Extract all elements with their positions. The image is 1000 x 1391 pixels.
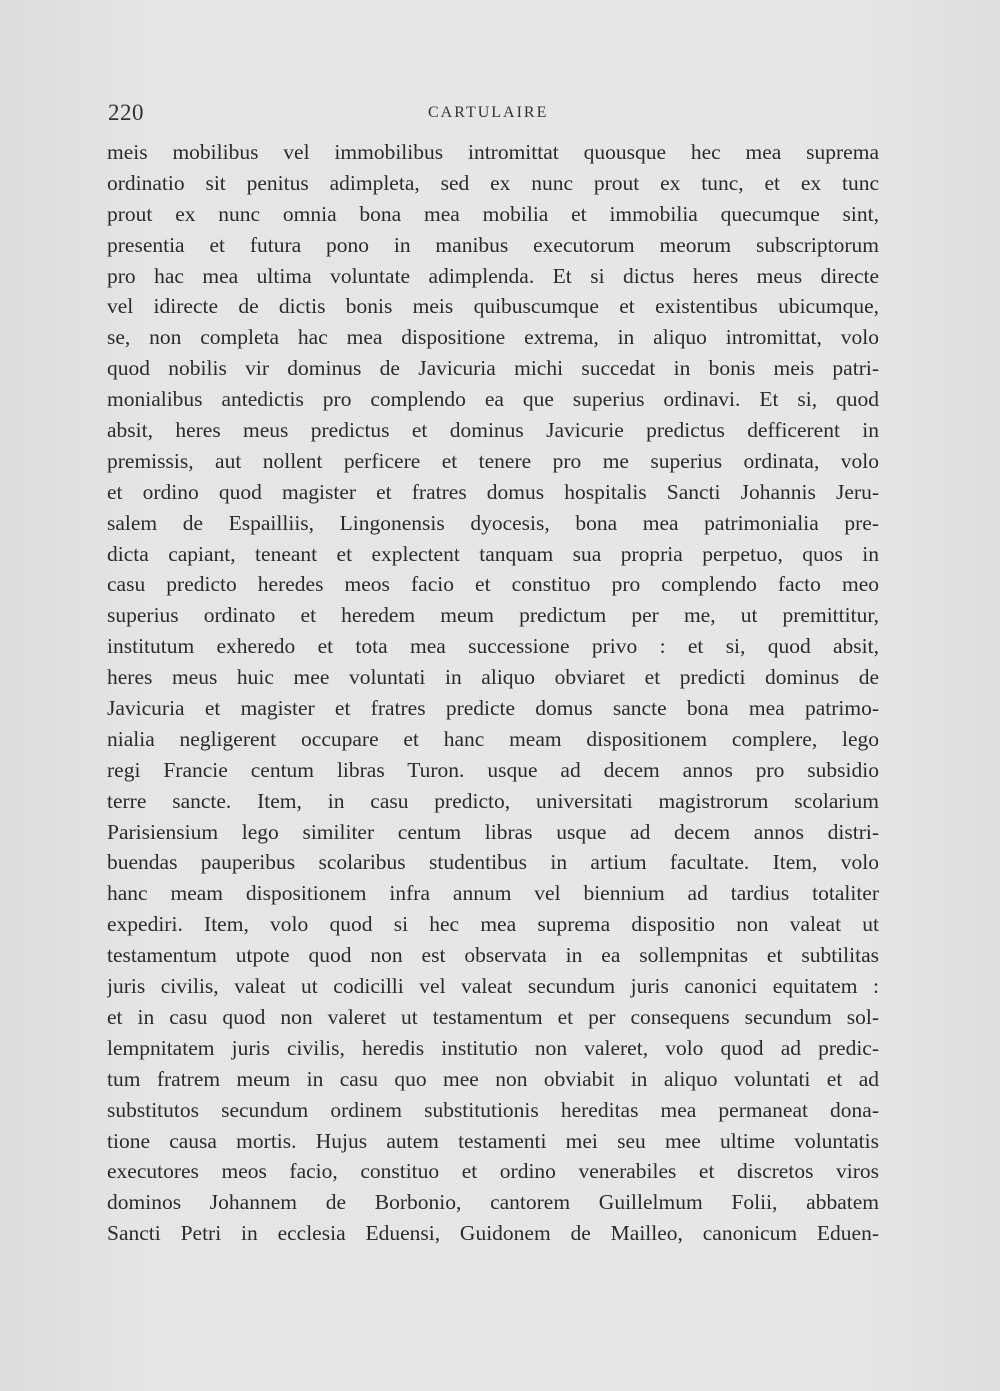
- text-line: nialia negligerent occupare et hanc meam dispositionem complere, lego: [107, 726, 879, 751]
- text-line: tione causa mortis. Hujus autem testamenti mei seu mee ultime voluntatis: [107, 1128, 879, 1153]
- text-line: pro hac mea ultima voluntate adimplenda. Et si dictus heres meus directe: [107, 263, 879, 288]
- text-line: Javicuria et magister et fratres predicte domus sancte bona mea patrimo-: [107, 696, 879, 721]
- text-line: tum fratrem meum in casu quo mee non obviabit in aliquo voluntati et ad: [107, 1066, 879, 1091]
- text-line: prout ex nunc omnia bona mea mobilia et immobilia quecumque sint,: [107, 201, 879, 226]
- text-line: dicta capiant, teneant et explectent tanquam sua propria perpetuo, quos in: [107, 541, 879, 566]
- text-line: juris civilis, valeat ut codicilli vel valeat secundum juris canonici equitatem :: [107, 974, 879, 999]
- text-line: terre sancte. Item, in casu predicto, universitati magistrorum scolarium: [107, 788, 879, 813]
- text-line: quod nobilis vir dominus de Javicuria michi succedat in bonis meis patri-: [107, 356, 879, 381]
- text-line: hanc meam dispositionem infra annum vel biennium ad tardius totaliter: [107, 881, 879, 906]
- text-line: se, non completa hac mea dispositione extrema, in aliquo intromittat, volo: [107, 325, 879, 350]
- text-line: expediri. Item, volo quod si hec mea suprema dispositio non valeat ut: [107, 912, 879, 937]
- text-line: institutum exheredo et tota mea successione privo : et si, quod absit,: [107, 634, 879, 659]
- running-head: [108, 100, 880, 130]
- body-text: [107, 137, 879, 1249]
- text-line: premissis, aut nollent perficere et tenere pro me superius ordinata, volo: [107, 448, 879, 473]
- text-line: et ordino quod magister et fratres domus hospitalis Sancti Johannis Jeru-: [107, 479, 879, 504]
- text-line: absit, heres meus predictus et dominus Javicurie predictus defficerent in: [107, 418, 879, 443]
- text-line: lempnitatem juris civilis, heredis institutio non valeret, volo quod ad predic-: [107, 1035, 879, 1060]
- text-line: et in casu quod non valeret ut testamentum et per consequens secundum sol-: [107, 1004, 879, 1029]
- text-line: dominos Johannem de Borbonio, cantorem Guillelmum Folii, abbatem: [107, 1190, 879, 1215]
- text-line: Sancti Petri in ecclesia Eduensi, Guidonem de Mailleo, canonicum Eduen-: [107, 1221, 879, 1246]
- text-line: regi Francie centum libras Turon. usque ad decem annos pro subsidio: [107, 757, 879, 782]
- text-line: salem de Espailliis, Lingonensis dyocesis, bona mea patrimonialia pre-: [107, 510, 879, 535]
- text-line: casu predicto heredes meos facio et constituo pro complendo facto meo: [107, 572, 879, 597]
- text-line: Parisiensium lego similiter centum libras usque ad decem annos distri-: [107, 819, 879, 844]
- text-line: meis mobilibus vel immobilibus intromittat quousque hec mea suprema: [107, 140, 879, 164]
- text-line: testamentum utpote quod non est observata in ea sollempnitas et subtilitas: [107, 943, 879, 968]
- text-line: executores meos facio, constituo et ordino venerabiles et discretos viros: [107, 1159, 879, 1184]
- text-line: monialibus antedictis pro complendo ea que superius ordinavi. Et si, quod: [107, 387, 879, 412]
- text-line: presentia et futura pono in manibus executorum meorum subscriptorum: [107, 232, 879, 257]
- text-line: buendas pauperibus scolaribus studentibus in artium facultate. Item, volo: [107, 850, 879, 875]
- page-number: 220: [108, 100, 144, 125]
- text-line: ordinatio sit penitus adimpleta, sed ex nunc prout ex tunc, et ex tunc: [107, 170, 879, 195]
- text-line: superius ordinato et heredem meum predictum per me, ut premittitur,: [107, 603, 879, 628]
- text-line: heres meus huic mee voluntati in aliquo obviaret et predicti dominus de: [107, 665, 879, 690]
- running-title: CARTULAIRE: [428, 104, 549, 121]
- text-line: substitutos secundum ordinem substitutionis hereditas mea permaneat dona-: [107, 1097, 879, 1122]
- text-line: vel idirecte de dictis bonis meis quibuscumque et existentibus ubicumque,: [107, 294, 879, 319]
